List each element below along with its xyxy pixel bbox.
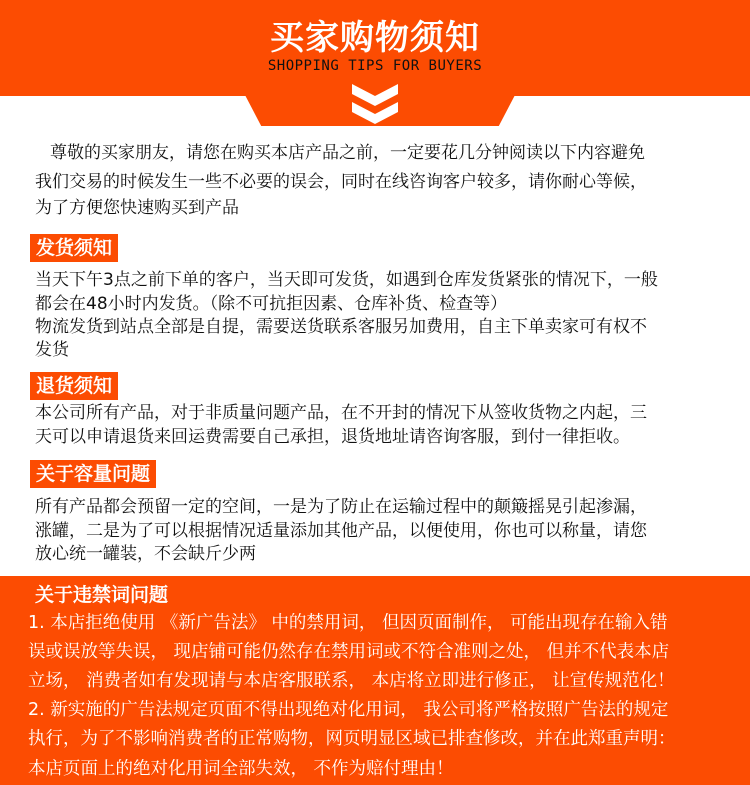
double-chevron-down-icon xyxy=(350,82,400,124)
page-subtitle: SHOPPING TIPS FOR BUYERS xyxy=(267,58,483,74)
returns-line: 天可以申请退货来回运费需要自己承担，退货地址请咨询客服，到付一律拒收。 xyxy=(35,427,630,447)
shipping-line: 发货 xyxy=(35,340,69,360)
banned-line: 误或误放等失误， 现店铺可能仍然存在禁用词或不符合准则之处， 但并不代表本店 xyxy=(28,642,670,662)
banned-line: 立场， 消费者如有发现请与本店客服联系， 本店将立即进行修正， 让宣传规范化！ xyxy=(28,671,675,691)
banned-line: 本店页面上的绝对化用词全部失效， 不作为赔付理由！ xyxy=(28,759,454,779)
returns-line: 本公司所有产品，对于非质量问题产品，在不开封的情况下从签收货物之内起，三 xyxy=(35,403,647,423)
capacity-line: 放心统一罐装，不会缺斤少两 xyxy=(35,544,256,564)
shipping-heading: 发货须知 xyxy=(30,234,118,262)
intro-line: 为了方便您快速购买到产品 xyxy=(35,198,239,218)
page-title: 买家购物须知 xyxy=(270,18,480,58)
capacity-line: 所有产品都会预留一定的空间，一是为了防止在运输过程中的颠簸摇晃引起渗漏， xyxy=(35,497,647,517)
banned-line: 执行，为了不影响消费者的正常购物，网页明显区域已排查修改，并在此郑重声明： xyxy=(28,729,676,749)
banned-line: 1. 本店拒绝使用 《新广告法》 中的禁用词， 但因页面制作， 可能出现存在输入错 xyxy=(28,613,668,633)
shipping-line: 物流发货到站点全部是自提，需要送货联系客服另加费用，自主下单卖家可有权不 xyxy=(35,317,647,337)
capacity-heading: 关于容量问题 xyxy=(30,460,156,488)
banned-heading: 关于违禁词问题 xyxy=(35,584,169,606)
capacity-line: 涨罐，二是为了可以根据情况适量添加其他产品，以便使用，你也可以称量，请您 xyxy=(35,521,647,541)
banned-line: 2. 新实施的广告法规定页面不得出现绝对化用词， 我公司将严格按照广告法的规定 xyxy=(28,700,669,720)
intro-line: 尊敬的买家朋友，请您在购买本店产品之前，一定要花几分钟阅读以下内容避免 xyxy=(50,143,645,163)
shipping-line: 都会在48小时内发货。（除不可抗拒因素、仓库补货、检查等） xyxy=(35,294,508,314)
intro-line: 我们交易的时候发生一些不必要的误会，同时在线咨询客户较多，请你耐心等候， xyxy=(35,172,647,192)
returns-heading: 退货须知 xyxy=(30,372,118,400)
shipping-line: 当天下午3点之前下单的客户，当天即可发货，如遇到仓库发货紧张的情况下，一般 xyxy=(35,270,658,290)
